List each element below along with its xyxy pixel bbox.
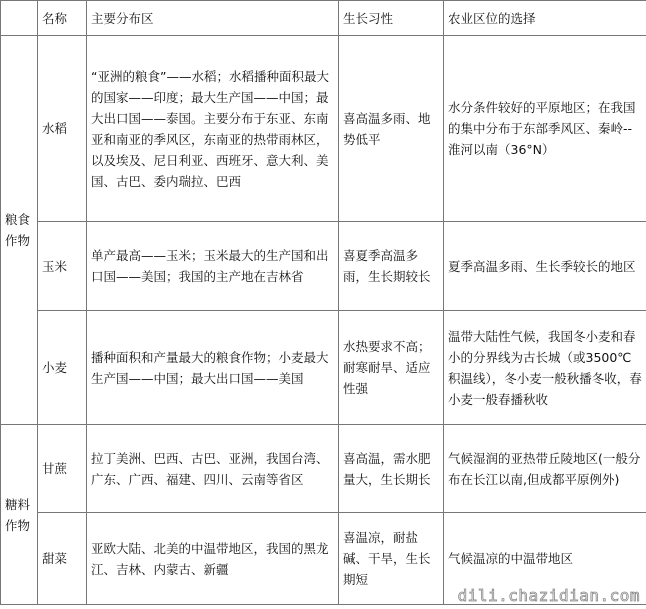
category-sugar: 糖料作物	[1, 425, 38, 605]
location-cell: 水分条件较好的平原地区；在我国的集中分布于东部季风区、秦岭--淮河以南（36°N）	[444, 36, 646, 222]
habit-cell: 喜夏季高温多雨，生长期较长	[339, 222, 444, 311]
header-category	[1, 1, 38, 36]
header-name: 名称	[38, 1, 87, 36]
table-row	[1, 425, 646, 513]
header-distribution: 主要分布区	[87, 1, 339, 36]
crop-name: 水稻	[38, 36, 87, 222]
crop-name: 玉米	[38, 222, 87, 311]
habit-cell: 喜温凉，耐盐碱、干旱，生长期短	[339, 513, 444, 605]
location-cell: 气候温凉的中温带地区	[444, 513, 646, 605]
header-row	[1, 1, 646, 36]
location-cell: 温带大陆性气候，我国冬小麦和春小的分界线为古长城（或3500℃积温线），冬小麦一般秋播冬收，春小麦一般春播秋收	[444, 311, 646, 425]
habit-cell: 水热要求不高；耐寒耐旱、适应性强	[339, 311, 444, 425]
location-cell: 气候湿润的亚热带丘陵地区(一般分布在长江以南,但成都平原例外)	[444, 425, 646, 513]
header-habit: 生长习性	[339, 1, 444, 36]
watermark: dili.chazidian.com	[457, 586, 640, 605]
table-row	[1, 222, 646, 311]
habit-cell: 喜高温，需水肥量大，生长期长	[339, 425, 444, 513]
crop-name: 甜菜	[38, 513, 87, 605]
crop-name: 小麦	[38, 311, 87, 425]
distribution-cell: 拉丁美洲、巴西、古巴、亚洲，我国台湾、广东、广西、福建、四川、云南等省区	[87, 425, 339, 513]
table-row	[1, 311, 646, 425]
header-location: 农业区位的选择	[444, 1, 646, 36]
distribution-cell: 亚欧大陆、北美的中温带地区，我国的黑龙江、吉林、内蒙古、新疆	[87, 513, 339, 605]
category-grain: 粮食作物	[1, 36, 38, 425]
distribution-cell: 单产最高——玉米；玉米最大的生产国和出口国——美国；我国的主产地在吉林省	[87, 222, 339, 311]
location-cell: 夏季高温多雨、生长季较长的地区	[444, 222, 646, 311]
crop-name: 甘蔗	[38, 425, 87, 513]
table-row	[1, 36, 646, 222]
distribution-cell: “亚洲的粮食”——水稻；水稻播种面积最大的国家——印度；最大生产国——中国；最大出口国——泰国。主要分布于东亚、东南亚和南亚的季风区，东南亚的热带雨林区，以及埃及、尼日利亚、西班牙、意大利、美国、古巴、委内瑞拉、巴西	[87, 36, 339, 222]
habit-cell: 喜高温多雨、地势低平	[339, 36, 444, 222]
distribution-cell: 播种面积和产量最大的粮食作物；小麦最大生产国——中国；最大出口国——美国	[87, 311, 339, 425]
